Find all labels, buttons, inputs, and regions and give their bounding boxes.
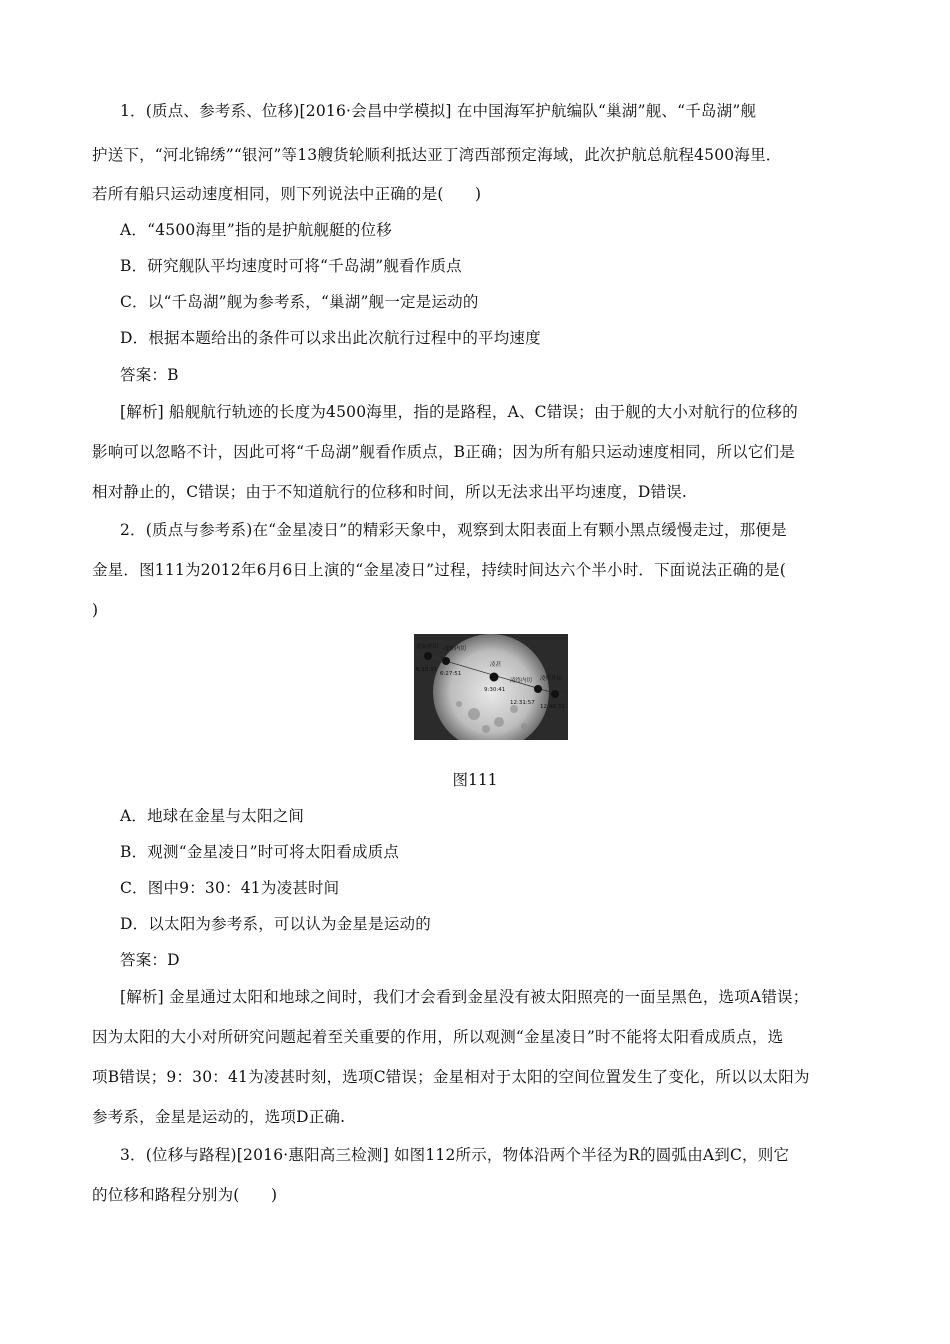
fig-time-4: 12:31:57: [510, 700, 535, 706]
q1-analysis-line-3: 相对静止的，C错误；由于不知道航行的位移和时间，所以无法求出平均速度，D错误.: [92, 483, 688, 501]
venus-position-3: [490, 673, 499, 682]
q2-stem-line-2: 金星．图111为2012年6月6日上演的“金星凌日”过程，持续时间达六个半小时．下面说法正确的是(: [92, 561, 786, 579]
fig-label-5: 凌终外切: [540, 676, 563, 682]
q2-answer: 答案：D: [120, 951, 180, 969]
q1-stem-line-2: 护送下，“河北锦绣”“银河”等13艘货轮顺利抵达亚丁湾西部预定海域，此次护航总航程4500海里．: [92, 146, 782, 164]
q1-analysis-line-1: [解析] 船舰航行轨迹的长度为4500海里，指的是路程，A、C错误；由于舰的大小对航行的位移的: [120, 403, 798, 421]
q2-option-d: D．以太阳为参考系，可以认为金星是运动的: [120, 915, 431, 933]
q2-option-a: A．地球在金星与太阳之间: [120, 807, 305, 825]
figure-caption: 图111: [452, 771, 498, 789]
q1-answer: 答案：B: [120, 366, 179, 384]
q2-option-c: C．图中9：30：41为凌甚时间: [120, 879, 340, 897]
q1-analysis-line-2: 影响可以忽略不计，因此可将“千岛湖”舰看作质点，B正确；因为所有船只运动速度相同，所以它们是: [92, 443, 795, 461]
q2-analysis-line-2: 因为太阳的大小对所研究问题起着至关重要的作用，所以观测“金星凌日”时不能将太阳看成质点，选: [92, 1028, 784, 1046]
q1-option-d: D．根据本题给出的条件可以求出此次航行过程中的平均速度: [120, 329, 541, 347]
q2-stem-line-3: ): [92, 601, 99, 619]
q1-stem-line-1: 1．(质点、参考系、位移)[2016·会昌中学模拟] 在中国海军护航编队“巢湖”舰、“千岛湖”舰: [120, 102, 757, 120]
q2-analysis-line-3: 项B错误；9：30：41为凌甚时刻，选项C错误；金星相对于太阳的空间位置发生了变化，所以以太阳为: [92, 1068, 810, 1086]
venus-transit-figure: [414, 634, 568, 740]
venus-position-5: [551, 690, 559, 698]
fig-label-3: 凌甚: [490, 662, 502, 668]
q2-analysis-line-4: 参考系，金星是运动的，选项D正确.: [92, 1108, 346, 1126]
q2-option-b: B．观测“金星凌日”时可将太阳看成质点: [120, 843, 400, 861]
fig-time-2: 6:27:51: [440, 671, 462, 677]
q1-stem-line-3: 若所有船只运动速度相同，则下列说法中正确的是( ): [92, 185, 482, 203]
q1-option-c: C．以“千岛湖”舰为参考系，“巢湖”舰一定是运动的: [120, 293, 479, 311]
q3-stem-line-1: 3．(位移与路程)[2016·惠阳高三检测] 如图112所示，物体沿两个半径为R的圆弧由A到C，则它: [120, 1146, 790, 1164]
fig-label-4: 凌终内切: [510, 678, 533, 684]
q3-stem-line-2: 的位移和路程分别为( ): [92, 1186, 278, 1204]
q2-stem-line-1: 2．(质点与参考系)在“金星凌日”的精彩天象中，观察到太阳表面上有颗小黑点缓慢走过，那便是: [120, 521, 787, 539]
fig-time-1: 6:10:31: [416, 667, 438, 673]
q2-analysis-line-1: [解析] 金星通过太阳和地球之间时，我们才会看到金星没有被太阳照亮的一面呈黑色，选项A错误；: [120, 988, 809, 1006]
venus-position-1: [424, 652, 432, 660]
fig-label-2: 凌始内切: [444, 646, 467, 652]
q1-option-b: B．研究舰队平均速度时可将“千岛湖”舰看作质点: [120, 257, 462, 275]
q1-option-a: A．“4500海里”指的是护航舰艇的位移: [120, 221, 392, 239]
venus-transit-image: [414, 634, 568, 740]
venus-position-4: [534, 685, 542, 693]
fig-time-3: 9:30:41: [484, 687, 506, 693]
fig-time-5: 12:48:31: [540, 704, 565, 710]
venus-position-2: [442, 657, 450, 665]
fig-label-1: 凌始外切: [416, 644, 439, 650]
